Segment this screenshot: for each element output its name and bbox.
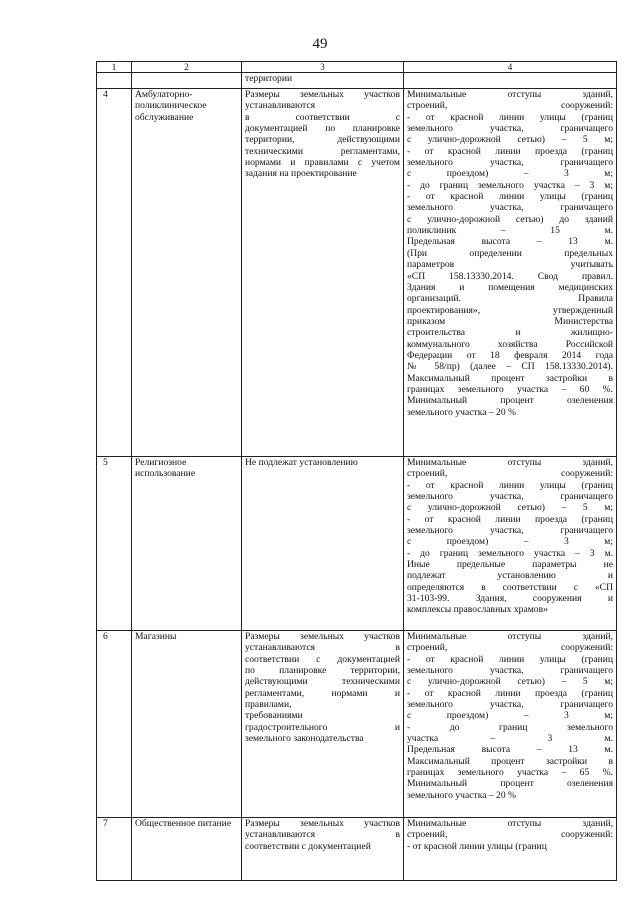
continuation-row bbox=[97, 73, 617, 89]
plot-size-cell bbox=[242, 457, 404, 631]
text-line: (При определении предельных bbox=[407, 247, 613, 259]
text-line: земельного участка, граничащего bbox=[407, 491, 613, 503]
use-type: Общественное питание bbox=[132, 818, 242, 881]
text-line: с проездом) – 3 м; bbox=[407, 536, 613, 548]
text-line: правилами, bbox=[245, 699, 292, 711]
text-line: участка – 3 м. bbox=[407, 733, 613, 745]
text-line: техническими регламентами, bbox=[245, 145, 400, 157]
row-number: 7 bbox=[97, 818, 132, 881]
text-line: - от красной линии улицы (границ bbox=[407, 653, 613, 665]
text-line: Размеры земельных участков bbox=[245, 818, 400, 829]
text-line: Размеры земельных участков bbox=[245, 631, 400, 642]
text-line: строений, сооружений: bbox=[407, 642, 613, 654]
text-line: с проездом) – 3 м; bbox=[407, 710, 613, 722]
use-type: Религиозное использование bbox=[132, 457, 242, 631]
text-line: «СП 158.13330.2014. Свод правил. bbox=[407, 270, 613, 282]
text-line: земельного законодательства bbox=[245, 733, 364, 745]
text-line: Минимальные отступы зданий, bbox=[407, 818, 613, 829]
plot-size-cell bbox=[242, 89, 404, 457]
text-line: Не подлежат установлению bbox=[245, 457, 358, 468]
table-row bbox=[97, 457, 617, 631]
text-line: Предельная высота – 13 м. bbox=[407, 744, 613, 756]
text-line: строений, сооружений: bbox=[407, 468, 613, 480]
text-line: требованиями bbox=[245, 710, 303, 722]
header-col-2: 2 bbox=[132, 62, 242, 73]
text-line: Минимальные отступы зданий, bbox=[407, 457, 613, 468]
row-number: 4 bbox=[97, 89, 132, 457]
text-line: нормами и правилами с учетом bbox=[245, 157, 400, 169]
text-line: - от красной линии улицы (границ bbox=[407, 111, 613, 123]
text-line: земельного участка, граничащего bbox=[407, 525, 613, 537]
text-line: № 58/пр) (далее – СП 158.13330.2014). bbox=[407, 361, 613, 373]
text-line: приказом Министерства bbox=[407, 315, 613, 327]
text-line: - от красной линии улицы (границ bbox=[407, 191, 613, 203]
text-line: соответствии с документацией bbox=[245, 840, 371, 852]
parameters-cell bbox=[404, 631, 617, 818]
text-line: Минимальный процент озеленения bbox=[407, 395, 613, 407]
text-line: 31-103-99. Здания, сооружения и bbox=[407, 593, 613, 605]
text-line: земельного участка – 20 % bbox=[407, 789, 517, 801]
text-line: с улично-дорожной сетью) до зданий bbox=[407, 213, 613, 225]
text-line: регламентами, нормами и bbox=[245, 687, 400, 699]
text-line: коммунального хозяйства Российской bbox=[407, 338, 613, 350]
row-number: 5 bbox=[97, 457, 132, 631]
text-line: строений, сооружений: bbox=[407, 829, 613, 841]
use-type: Амбулаторно-поликлиническое обслуживание bbox=[132, 89, 242, 457]
text-line: строительства и жилищно- bbox=[407, 327, 613, 339]
header-col-3: 3 bbox=[242, 62, 404, 73]
text-line: Иные предельные параметры не bbox=[407, 559, 613, 571]
text-line: поликлиник – 15 м. bbox=[407, 225, 613, 237]
text-line: - от красной линии проезда (границ bbox=[407, 687, 613, 699]
text-line: по планировке территории, bbox=[245, 665, 400, 677]
text-line: - до границ земельного участка – 3 м; bbox=[407, 179, 613, 191]
header-col-1: 1 bbox=[97, 62, 132, 73]
text-line: земельного участка – 20 % bbox=[407, 406, 517, 418]
parameters-cell bbox=[404, 457, 617, 631]
text-line: - от красной линии проезда (границ bbox=[407, 513, 613, 525]
table-row bbox=[97, 818, 617, 881]
text-line: документацией по планировке bbox=[245, 123, 400, 135]
text-line: Максимальный процент застройки в bbox=[407, 755, 613, 767]
text-line: устанавливаются в bbox=[245, 829, 400, 841]
text-line: с улично-дорожной сетью) – 5 м; bbox=[407, 134, 613, 146]
text-line: действующими техническими bbox=[245, 676, 400, 688]
table-header-row bbox=[97, 62, 617, 73]
text-line: с улично-дорожной сетью) – 5 м; bbox=[407, 502, 613, 514]
text-line: устанавливаются в bbox=[245, 642, 400, 654]
text-line: границах земельного участка – 65 %. bbox=[407, 767, 613, 779]
text-line: Максимальный процент застройки в bbox=[407, 372, 613, 384]
text-line: - от красной линии проезда (границ bbox=[407, 145, 613, 157]
text-line: земельного участка, граничащего bbox=[407, 699, 613, 711]
regulations-table bbox=[96, 61, 617, 881]
text-line: - до границ земельного bbox=[407, 721, 613, 733]
text-line: организаций. Правила bbox=[407, 293, 613, 305]
text-line: устанавливаются bbox=[245, 100, 316, 112]
text-line: Минимальный процент озеленения bbox=[407, 778, 613, 790]
plot-size-cell bbox=[242, 818, 404, 881]
text-line: с проездом) – 3 м; bbox=[407, 168, 613, 180]
text-line: Минимальные отступы зданий, bbox=[407, 631, 613, 642]
text-line: комплексы православных храмов» bbox=[407, 604, 548, 616]
text-line: земельного участка, граничащего bbox=[407, 123, 613, 135]
text-line: земельного участка, граничащего bbox=[407, 665, 613, 677]
text-line: в соответствии с bbox=[245, 111, 400, 123]
plot-size-cell bbox=[242, 631, 404, 818]
text-line: Размеры земельных участков bbox=[245, 89, 400, 100]
text-line: проектирования», утвержденный bbox=[407, 304, 613, 316]
continuation-text: территории bbox=[242, 73, 404, 89]
text-line: подлежат установлению и bbox=[407, 570, 613, 582]
header-col-4: 4 bbox=[404, 62, 617, 73]
parameters-cell bbox=[404, 818, 617, 881]
text-line: - до границ земельного участка – 3 м. bbox=[407, 547, 613, 559]
text-line: Здания и помещения медицинских bbox=[407, 281, 613, 293]
text-line: земельного участка, граничащего bbox=[407, 202, 613, 214]
text-line: строений, сооружений: bbox=[407, 100, 613, 112]
use-type: Магазины bbox=[132, 631, 242, 818]
text-line: - от красной линии улицы (границ bbox=[407, 840, 547, 852]
text-line: Предельная высота – 13 м. bbox=[407, 236, 613, 248]
text-line: параметров учитывать bbox=[407, 259, 613, 271]
text-line: Минимальные отступы зданий, bbox=[407, 89, 613, 100]
text-line: задания на проектирование bbox=[245, 168, 357, 180]
text-line: Федерации от 18 февраля 2014 года bbox=[407, 349, 613, 361]
text-line: территории, действующими bbox=[245, 134, 400, 146]
text-line: границах земельного участка – 60 %. bbox=[407, 383, 613, 395]
text-line: - от красной линии улицы (границ bbox=[407, 479, 613, 491]
text-line: земельного участка, граничащего bbox=[407, 157, 613, 169]
text-line: соответствии с документацией bbox=[245, 653, 400, 665]
page-number: 49 bbox=[312, 36, 328, 52]
table-row bbox=[97, 89, 617, 457]
text-line: с улично-дорожной сетью) – 5 м; bbox=[407, 676, 613, 688]
table-row bbox=[97, 631, 617, 818]
text-line: определяются в соответствии с «СП bbox=[407, 581, 613, 593]
parameters-cell bbox=[404, 89, 617, 457]
text-line: градостроительного и bbox=[245, 721, 400, 733]
row-number: 6 bbox=[97, 631, 132, 818]
